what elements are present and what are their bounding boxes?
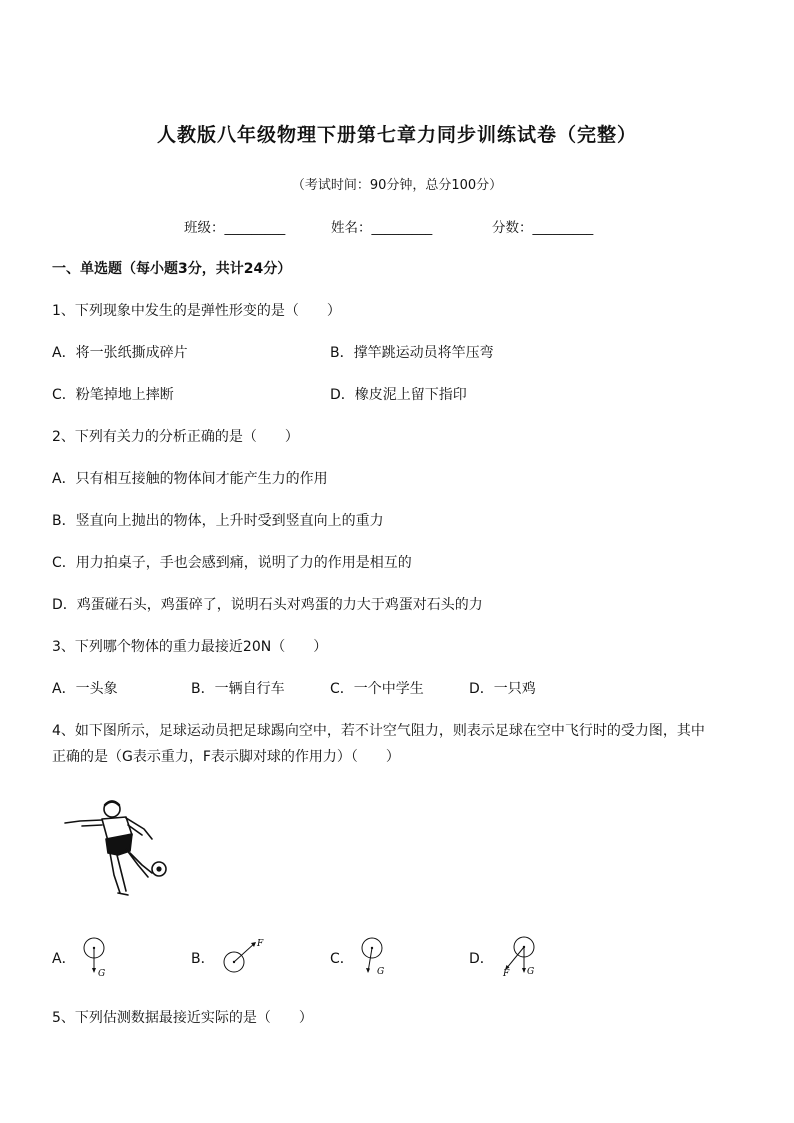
q2-option-c: C．用力拍桌子，手也会感到痛，说明了力的作用是相互的 xyxy=(52,555,412,571)
question-5: 5、下列估测数据最接近实际的是（ ） xyxy=(52,1010,313,1026)
force-label: F xyxy=(503,969,510,979)
q4-option-b: B． xyxy=(191,951,215,967)
question-2: 2、下列有关力的分析正确的是（ ） xyxy=(52,429,299,445)
score-field: 分数：_________ xyxy=(492,220,594,236)
question-4-line-1: 4、如下图所示，足球运动员把足球踢向空中，若不计空气阻力，则表示足球在空中飞行时的受力图，其中 xyxy=(52,723,705,739)
q3-option-b: B．一辆自行车 xyxy=(191,681,285,697)
q3-option-c: C．一个中学生 xyxy=(330,681,424,697)
exam-subtitle: （考试时间：90分钟，总分100分） xyxy=(291,178,503,193)
gravity-label: G xyxy=(98,969,106,979)
gravity-label: G xyxy=(527,967,535,977)
name-field: 姓名：_________ xyxy=(331,220,433,236)
q4-option-a: A． xyxy=(52,951,76,967)
question-3: 3、下列哪个物体的重力最接近20N（ ） xyxy=(52,639,328,655)
q1-option-b: B．撑竿跳运动员将竿压弯 xyxy=(330,345,494,361)
q2-option-d: D．鸡蛋碰石头，鸡蛋碎了，说明石头对鸡蛋的力大于鸡蛋对石头的力 xyxy=(52,597,483,613)
q3-option-d: D．一只鸡 xyxy=(469,681,536,697)
q4-option-d: D． xyxy=(469,951,494,967)
force-label: F xyxy=(257,939,264,949)
page-title: 人教版八年级物理下册第七章力同步训练试卷（完整） xyxy=(156,124,637,146)
q4-option-c: C． xyxy=(330,951,354,967)
q4-diagram-b xyxy=(222,934,266,976)
q2-option-b: B．竖直向上抛出的物体，上升时受到竖直向上的重力 xyxy=(52,513,384,529)
q4-diagram-a xyxy=(82,932,112,978)
q2-option-a: A．只有相互接触的物体间才能产生力的作用 xyxy=(52,471,328,487)
football-player-figure xyxy=(60,795,175,900)
question-4-line-2: 正确的是（G表示重力，F表示脚对球的作用力）（ ） xyxy=(52,749,400,765)
q1-option-d: D．橡皮泥上留下指印 xyxy=(330,387,467,403)
q3-option-a: A．一头象 xyxy=(52,681,118,697)
q4-diagram-d xyxy=(498,932,542,978)
section-heading: 一、单选题（每小题3分，共计24分） xyxy=(52,261,292,277)
question-1: 1、下列现象中发生的是弹性形变的是（ ） xyxy=(52,303,341,319)
class-field: 班级：_________ xyxy=(184,220,286,236)
q1-option-c: C．粉笔掉地上摔断 xyxy=(52,387,174,403)
gravity-label: G xyxy=(377,967,385,977)
q4-diagram-c xyxy=(359,932,393,978)
q1-option-a: A．将一张纸撕成碎片 xyxy=(52,345,188,361)
